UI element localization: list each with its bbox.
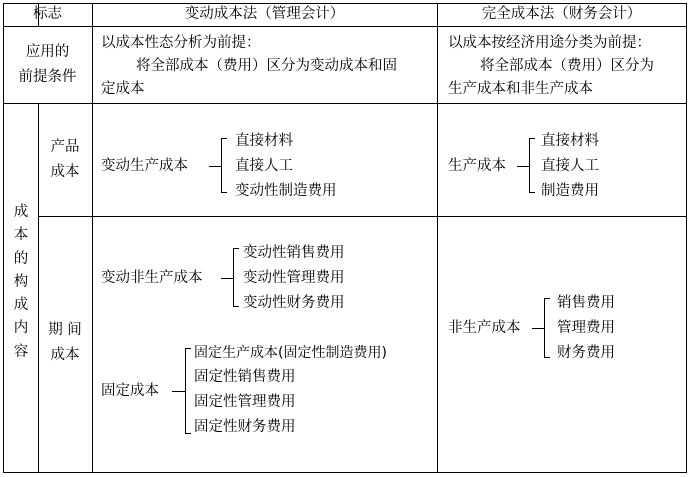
brace-tick [221,138,227,139]
fixed-cost-item-4: 固定性财务费用 [194,419,296,435]
full-period-connector [532,328,544,329]
variable-product-root: 变动生产成本 [101,158,188,174]
full-product-item-3: 制造费用 [541,183,599,199]
header-divider [3,26,687,27]
product-period-divider [38,216,687,217]
premise-variable-line2: 将全部成本（费用）区分为变动成本和固 [136,58,397,74]
full-product-brace [529,138,530,193]
composition-row-label-char: 内 [13,320,29,337]
full-period-root: 非生产成本 [448,320,521,336]
full-product-item-1: 直接材料 [541,133,599,149]
full-period-item-1: 销售费用 [557,295,615,311]
fixed-cost-item-1: 固定生产成本(固定性制造费用) [194,345,387,361]
fixed-cost-root: 固定成本 [101,383,159,399]
brace-tick [221,192,227,193]
label-column-divider [92,3,93,473]
composition-row-label [12,205,30,368]
period-cost-label-1: 期 间 [48,322,82,338]
variable-product-item-1: 直接材料 [235,133,293,149]
brace-tick [529,192,535,193]
fixed-cost-brace [185,348,186,434]
premise-divider [3,103,687,104]
brace-tick [185,433,191,434]
variable-nonprod-item-1: 变动性销售费用 [243,245,345,261]
composition-row-label-char: 本 [13,227,29,244]
full-product-item-2: 直接人工 [541,158,599,174]
brace-tick [529,138,535,139]
premise-variable-line1: 以成本性态分析为前提： [101,35,261,51]
table-border-right [686,3,687,473]
premise-row-label-1: 应用的 [25,44,70,60]
variable-nonprod-root: 变动非生产成本 [101,270,203,286]
full-product-connector [517,166,529,167]
premise-variable-line3: 定成本 [101,81,145,97]
premise-full-line3: 生产成本和非生产成本 [448,81,593,97]
fixed-cost-connector [172,391,185,392]
brace-tick [544,298,550,299]
fixed-cost-item-2: 固定性销售费用 [194,369,296,385]
variable-nonprod-connector [221,278,233,279]
variable-product-item-3: 变动性制造费用 [235,183,337,199]
premise-row-label-2: 前提条件 [18,69,77,85]
premise-full-line2: 将全部成本（费用）区分为 [480,58,654,74]
product-cost-label-1: 产品 [50,139,80,155]
header-absorption-costing: 完全成本法（财务会计） [481,6,642,22]
period-cost-label-2: 成本 [50,347,80,363]
composition-row-label-char: 成 [13,204,29,220]
composition-row-label-char: 构 [13,273,29,290]
full-period-item-3: 财务费用 [557,345,615,361]
variable-product-item-2: 直接人工 [235,158,293,174]
brace-tick [185,348,191,349]
premise-full-line1: 以成本按经济用途分类为前提： [448,35,651,51]
table-border-bottom [3,472,687,473]
full-period-item-2: 管理费用 [557,320,615,336]
variable-product-connector [209,166,221,167]
header-label: 标志 [33,6,62,22]
variable-nonprod-item-2: 变动性管理费用 [243,270,345,286]
sub-label-divider-lower [38,103,39,473]
composition-row-label-char: 成 [13,297,29,314]
variable-nonprod-brace [233,248,234,307]
header-variable-costing: 变动成本法（管理会计） [184,6,345,22]
variable-nonprod-item-3: 变动性财务费用 [243,295,345,311]
brace-tick [233,248,239,249]
full-product-root: 生产成本 [448,158,506,174]
brace-tick [544,357,550,358]
full-period-brace [544,298,545,358]
method-column-divider [437,3,438,473]
brace-tick [233,306,239,307]
product-cost-label-2: 成本 [50,164,80,180]
composition-row-label-char: 容 [13,343,29,360]
composition-row-label-char: 的 [13,250,29,267]
variable-product-brace [221,138,222,193]
fixed-cost-item-3: 固定性管理费用 [194,394,296,410]
table-border-top [3,3,687,4]
